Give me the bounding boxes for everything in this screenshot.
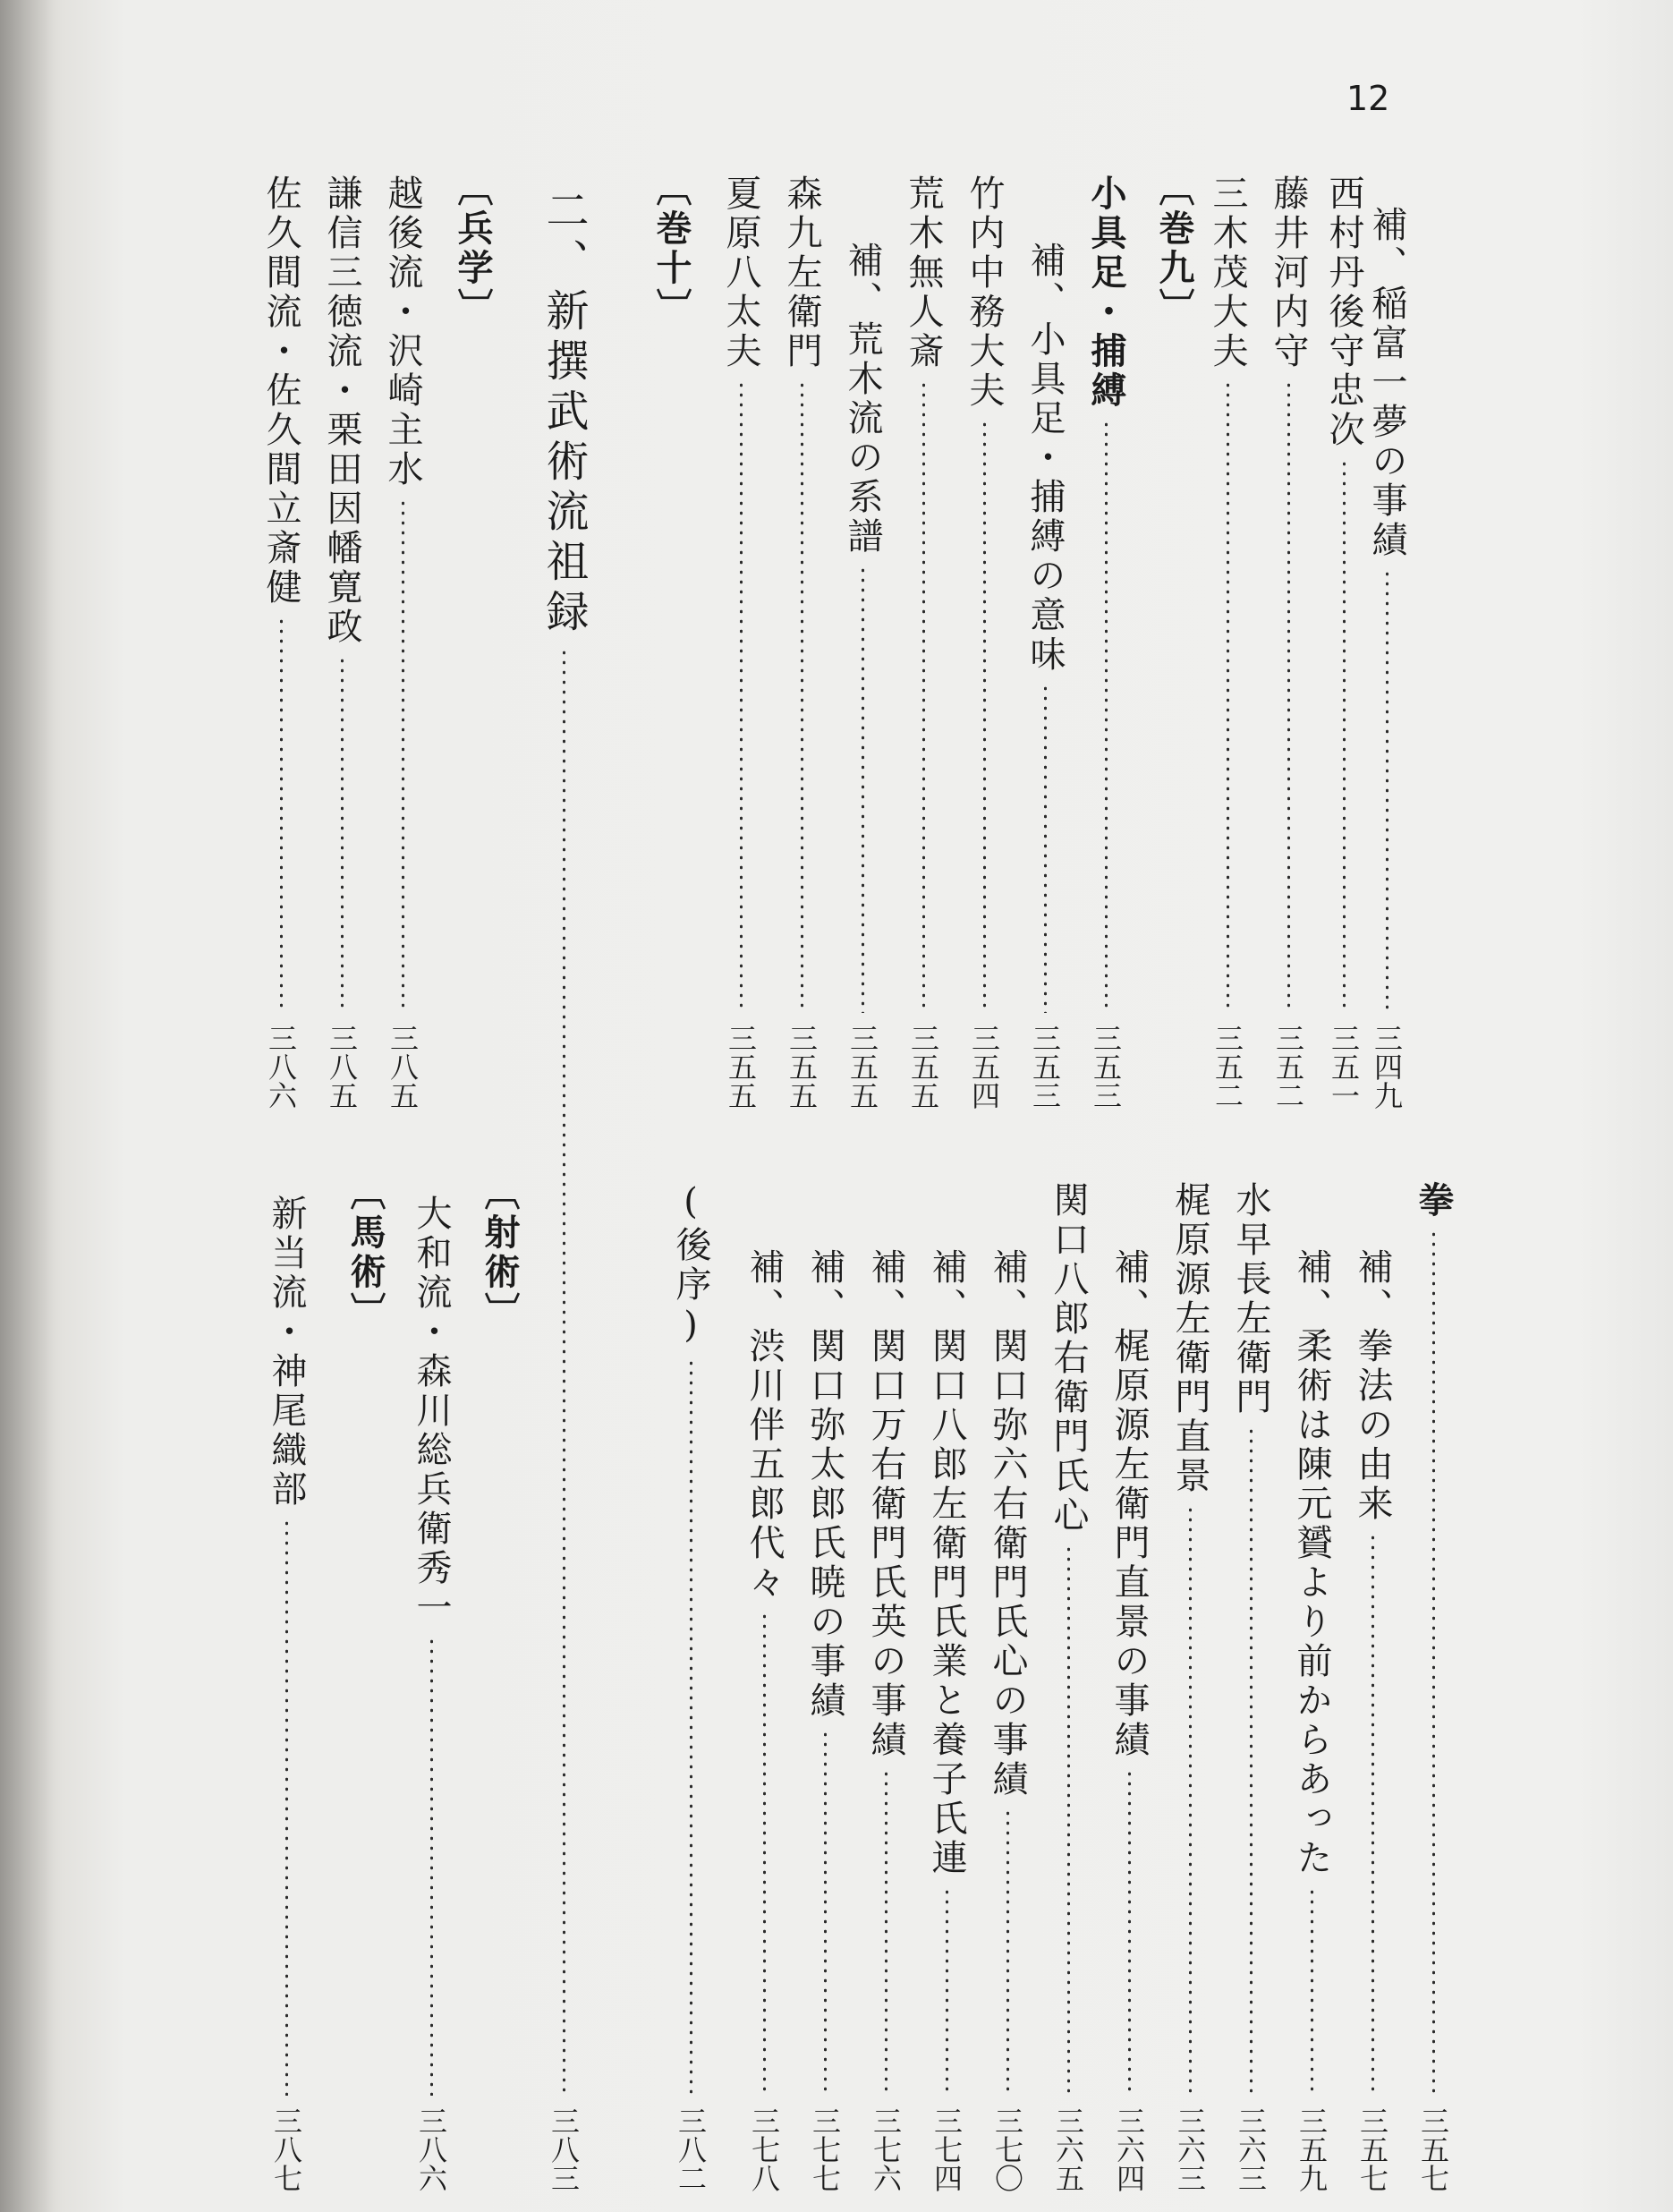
entry-page: 三七四 [930, 2106, 964, 2192]
dot-leader [430, 1637, 433, 2096]
entry-page: 三四九 [1370, 1024, 1404, 1110]
dot-leader [1250, 1426, 1253, 2096]
entry-page: 三八六 [264, 1024, 298, 1110]
entry-page: 三七七 [808, 2106, 842, 2192]
toc-entry [1366, 206, 1407, 1110]
entry-title: 補、梶原源左衛門直景の事績 [1108, 1248, 1150, 1760]
toc-entry [781, 174, 822, 1110]
dot-leader [1105, 420, 1108, 1013]
dot-leader [824, 1730, 827, 2096]
toc-entry [842, 242, 883, 1110]
entry-page: 三八五 [325, 1024, 359, 1110]
entry-title: 荒木無人斎 [903, 174, 944, 371]
toc-entry [1268, 174, 1309, 1110]
category-heading: 〔馬術〕 [344, 1174, 386, 1331]
entry-title: 補、関口弥太郎氏暁の事績 [804, 1248, 845, 1721]
entry-title: 三木茂大夫 [1207, 174, 1248, 371]
toc-entry [1085, 174, 1127, 1110]
entry-page: 三五三 [1089, 1024, 1123, 1110]
entry-title: 補、関口弥六右衛門氏心の事績 [987, 1248, 1028, 1799]
toc-entry-chapter [539, 188, 589, 2192]
entry-title: 補、拳法の由来 [1352, 1248, 1393, 1524]
toc-entry [411, 1195, 452, 2192]
entry-page: 三五五 [906, 1024, 940, 1110]
toc-entry [1291, 1248, 1332, 2192]
volume-heading: 〔巻九〕 [1153, 170, 1195, 328]
page-number: 12 [1346, 79, 1390, 118]
dot-leader [1287, 380, 1290, 1013]
toc-entry [1207, 174, 1248, 1110]
entry-page: 三五五 [845, 1024, 879, 1110]
entry-page: 三五九 [1295, 2106, 1329, 2192]
dot-leader [885, 1769, 887, 2096]
dot-leader [1227, 380, 1229, 1013]
entry-page: 三五七 [1416, 2106, 1450, 2192]
entry-page: 三七八 [747, 2106, 781, 2192]
dot-leader [983, 420, 986, 1013]
entry-page: 三七〇 [990, 2106, 1024, 2192]
entry-title: 補、小具足・捕縛の意味 [1024, 242, 1066, 675]
toc-entry [382, 174, 423, 1110]
entry-title: 小具足・捕縛 [1085, 174, 1127, 411]
dot-leader [402, 498, 404, 1013]
toc-entry [1413, 1181, 1455, 2192]
toc-entry [1352, 1248, 1393, 2192]
category-heading: 〔射術〕 [479, 1174, 521, 1331]
entry-title: 謙信三徳流・栗田因幡寛政 [321, 174, 362, 647]
toc-entry [670, 1181, 711, 2192]
entry-title: 補、荒木流の系譜 [842, 242, 883, 557]
dot-leader [1372, 1533, 1374, 2096]
toc-entry [321, 174, 362, 1110]
toc-entry [987, 1248, 1028, 2192]
entry-title: 梶原源左衛門直景 [1169, 1181, 1210, 1496]
entry-title: 藤井河内守 [1268, 174, 1309, 371]
entry-title: 竹内中務大夫 [964, 174, 1005, 411]
dot-leader [1386, 569, 1389, 1013]
toc-entry [1108, 1248, 1150, 2192]
entry-page: 三五五 [724, 1024, 758, 1110]
entry-page: 三五二 [1271, 1024, 1305, 1110]
toc-entry [720, 174, 761, 1110]
entry-page: 三八三 [547, 2106, 581, 2192]
dot-leader [1044, 684, 1047, 1013]
volume-heading: 〔巻十〕 [650, 170, 692, 328]
toc-entry [1048, 1181, 1089, 2192]
entry-page: 三六五 [1051, 2106, 1085, 2192]
dot-leader [1432, 1229, 1435, 2096]
entry-title: (後序) [670, 1181, 711, 1349]
dot-leader [763, 1612, 766, 2096]
dot-leader [563, 648, 565, 2096]
dot-leader [740, 380, 743, 1013]
toc-entry [1169, 1181, 1210, 2192]
dot-leader [690, 1358, 692, 2096]
toc-entry [743, 1248, 785, 2192]
entry-page: 三八五 [386, 1024, 420, 1110]
entry-page: 三八七 [269, 2106, 303, 2192]
entry-page: 三八二 [674, 2106, 708, 2192]
book-gutter-shadow [0, 0, 54, 2212]
dot-leader [1128, 1769, 1131, 2096]
toc-entry [260, 174, 301, 1110]
dot-leader [285, 1519, 288, 2096]
entry-page: 三五一 [1327, 1024, 1361, 1110]
entry-page: 三五二 [1210, 1024, 1244, 1110]
dot-leader [862, 566, 864, 1013]
entry-title: 補、渋川伴五郎代々 [743, 1248, 785, 1603]
entry-title: 水早長左衛門 [1230, 1181, 1271, 1417]
dot-leader [1067, 1544, 1070, 2096]
entry-title: 関口八郎右衛門氏心 [1048, 1181, 1089, 1536]
entry-title: 佐久間流・佐久間立斎健 [260, 174, 301, 608]
entry-title: 大和流・森川総兵衛秀一 [411, 1195, 452, 1628]
toc-entry [865, 1248, 906, 2192]
entry-title: 西村丹後守忠次 [1323, 174, 1364, 450]
entry-page: 三八六 [414, 2106, 448, 2192]
dot-leader [801, 380, 803, 1013]
entry-title: 補、関口八郎左衛門氏業と養子氏連 [926, 1248, 967, 1878]
chapter-title: 二、新撰武術流祖録 [539, 188, 589, 639]
entry-page: 三五四 [967, 1024, 1001, 1110]
entry-title: 補、柔術は陳元贇より前からあった [1291, 1248, 1332, 1878]
dot-leader [946, 1887, 948, 2096]
entry-title: 越後流・沢崎主水 [382, 174, 423, 489]
toc-entry [266, 1195, 307, 2192]
dot-leader [1006, 1808, 1009, 2096]
entry-title: 新当流・神尾織部 [266, 1195, 307, 1510]
dot-leader [1343, 459, 1346, 1013]
toc-entry [1323, 174, 1364, 1110]
entry-page: 三五七 [1355, 2106, 1389, 2192]
toc-entry [926, 1248, 967, 2192]
dot-leader [1311, 1887, 1313, 2096]
toc-entry [804, 1248, 845, 2192]
dot-leader [341, 656, 344, 1013]
entry-page: 三六四 [1112, 2106, 1146, 2192]
toc-entry [1024, 242, 1066, 1110]
dot-leader [280, 617, 283, 1013]
entry-title: 森九左衛門 [781, 174, 822, 371]
entry-title: 補、稲富一夢の事績 [1366, 206, 1407, 560]
entry-page: 三五五 [785, 1024, 819, 1110]
entry-title: 拳 [1413, 1181, 1455, 1221]
entry-page: 三七六 [869, 2106, 903, 2192]
entry-page: 三五三 [1028, 1024, 1062, 1110]
toc-entry [1230, 1181, 1271, 2192]
dot-leader [1189, 1505, 1192, 2096]
toc-entry [964, 174, 1005, 1110]
dot-leader [922, 380, 925, 1013]
toc-entry [903, 174, 944, 1110]
entry-title: 夏原八太夫 [720, 174, 761, 371]
category-heading: 〔兵学〕 [452, 170, 494, 328]
entry-page: 三六三 [1173, 2106, 1207, 2192]
entry-title: 補、関口万右衛門氏英の事績 [865, 1248, 906, 1760]
entry-page: 三六三 [1234, 2106, 1268, 2192]
